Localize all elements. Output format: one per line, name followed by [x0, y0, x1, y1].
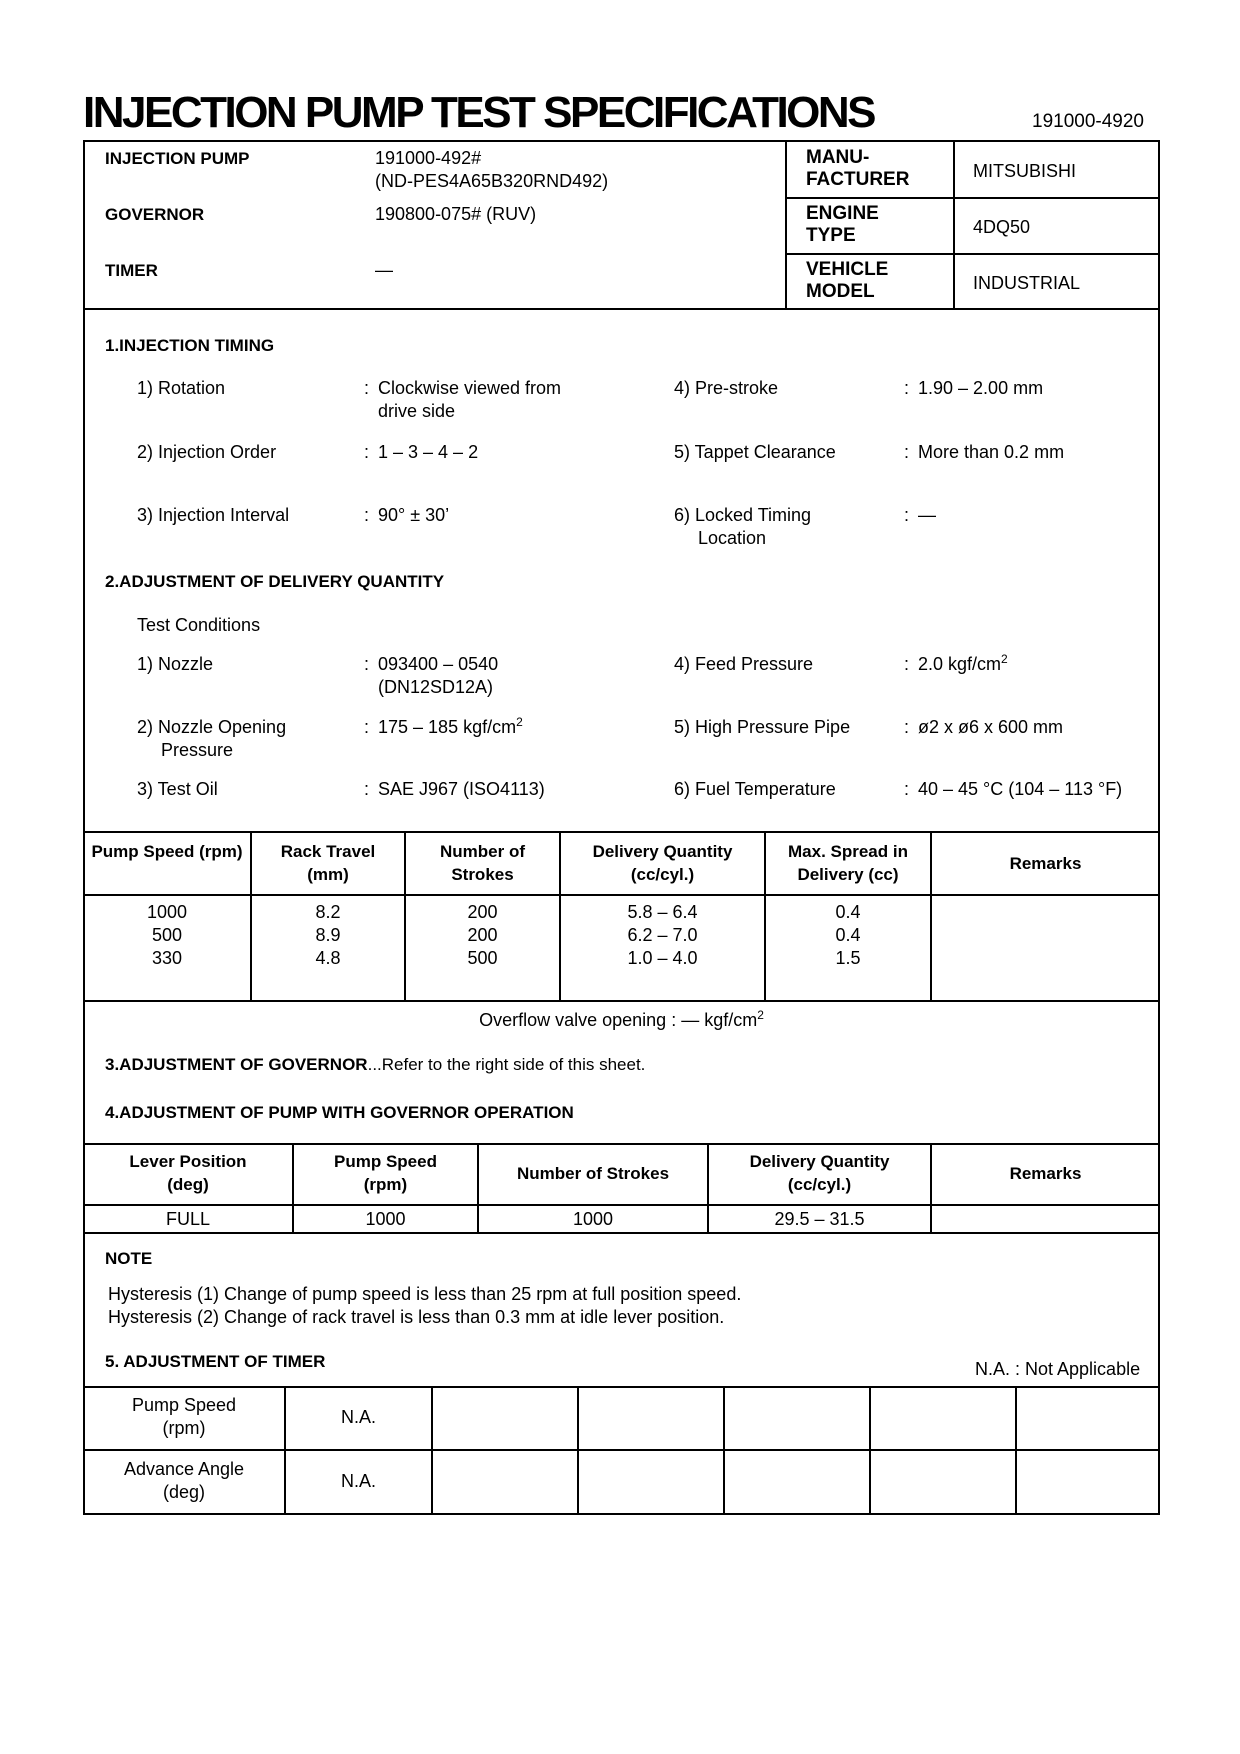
column-header: Number of Strokes — [516, 1164, 670, 1183]
table-cell: N.A. — [340, 1471, 376, 1491]
table-cell: 8.2 — [315, 902, 341, 922]
table-column-max-spread — [765, 901, 931, 970]
table-cell: 330 — [151, 948, 183, 968]
engine-type-value: 4DQ50 — [973, 217, 1031, 237]
section-heading: 5. ADJUSTMENT OF TIMER — [105, 1352, 326, 1371]
page-title: INJECTION PUMP TEST SPECIFICATIONS — [83, 88, 875, 137]
colon: : — [364, 442, 370, 462]
colon: : — [904, 442, 910, 462]
colon: : — [904, 779, 910, 799]
table-column-divider — [723, 1386, 725, 1515]
spec-label: 2) Nozzle Opening — [137, 717, 287, 737]
table-column-delivery-quantity — [560, 901, 765, 970]
spec-label: 1) Rotation — [137, 378, 226, 398]
table-row-divider — [83, 1449, 1160, 1451]
spec-label: 6) Locked Timing — [674, 505, 812, 525]
spec-value: ø2 x ø6 x 600 mm — [918, 717, 1064, 737]
colon: : — [904, 505, 910, 525]
column-header: Max. Spread in Delivery (cc) — [788, 842, 908, 884]
table-cell: 29.5 – 31.5 — [774, 1209, 865, 1229]
colon: : — [904, 378, 910, 398]
colon: : — [904, 654, 910, 674]
table-column-divider — [1015, 1386, 1017, 1515]
header-divider — [785, 197, 1160, 199]
spec-label: 5) Tappet Clearance — [674, 442, 836, 462]
column-header: Lever Position (deg) — [129, 1152, 247, 1194]
spec-label: 3) Test Oil — [137, 779, 218, 799]
row-label: Advance Angle (deg) — [123, 1459, 245, 1502]
table-cell: 1000 — [365, 1209, 406, 1229]
note-line: Hysteresis (1) Change of pump speed is less than 25 rpm at full position speed. — [108, 1284, 742, 1304]
table-column-pump-speed — [83, 901, 251, 970]
column-header: Number of Strokes — [440, 842, 525, 884]
colon: : — [364, 654, 370, 674]
section-heading: 2.ADJUSTMENT OF DELIVERY QUANTITY — [105, 572, 445, 591]
engine-type-label: TYPE — [806, 225, 856, 246]
spec-value: 2.0 kgf/$cm^2$ — [918, 652, 1008, 674]
table-header-divider — [83, 894, 1160, 896]
table-cell: 8.9 — [315, 925, 341, 945]
spec-label: 4) Pre-stroke — [674, 378, 779, 398]
section-heading-governor: 3.ADJUSTMENT OF GOVERNOR...Refer to the right side of this sheet. — [105, 1055, 646, 1074]
header-divider — [953, 140, 955, 310]
table-cell: 500 — [467, 948, 498, 968]
engine-type-label: ENGINE — [806, 203, 879, 224]
spec-value: 175 – 185 kgf/$cm^2$ — [378, 715, 523, 737]
vehicle-model-value: INDUSTRIAL — [973, 273, 1081, 293]
governor-label: GOVERNOR — [105, 205, 205, 224]
document-number: 191000-4920 — [1032, 111, 1144, 132]
table-cell: 5.8 – 6.4 — [627, 902, 698, 922]
table-cell: 6.2 – 7.0 — [627, 925, 698, 945]
vehicle-model-label: VEHICLE — [806, 259, 889, 280]
column-header: Delivery Quantity (cc/cyl.) — [592, 842, 733, 884]
column-header: Rack Travel (mm) — [280, 842, 376, 884]
spec-label: 3) Injection Interval — [137, 505, 290, 525]
spec-value: More than 0.2 mm — [918, 442, 1065, 462]
section-heading: 4.ADJUSTMENT OF PUMP WITH GOVERNOR OPERATION — [105, 1103, 574, 1122]
colon: : — [364, 378, 370, 398]
spec-label: 1) Nozzle — [137, 654, 214, 674]
spec-label: Pressure — [161, 740, 234, 760]
vehicle-model-label: MODEL — [806, 281, 875, 302]
column-header: Remarks — [1009, 854, 1082, 873]
column-header: Delivery Quantity (cc/cyl.) — [749, 1152, 890, 1194]
spec-value: 1 – 3 – 4 – 2 — [378, 442, 479, 462]
section-heading: 1.INJECTION TIMING — [105, 336, 275, 355]
table-column-divider — [869, 1386, 871, 1515]
spec-value: 093400 – 0540 — [378, 654, 499, 674]
table-cell: FULL — [165, 1209, 210, 1229]
column-header: Pump Speed (rpm) — [91, 842, 243, 861]
table-cell: 4.8 — [315, 948, 341, 968]
spec-value: 40 – 45 °C (104 – 113 °F) — [918, 779, 1123, 799]
table-cell: 1.5 — [835, 948, 861, 968]
colon: : — [364, 779, 370, 799]
spec-value: Clockwise viewed from — [378, 378, 562, 398]
table-cell: 500 — [151, 925, 183, 945]
header-divider — [785, 253, 1160, 255]
spec-label: 2) Injection Order — [137, 442, 277, 462]
table-cell: 0.4 — [835, 925, 861, 945]
na-legend: N.A. : Not Applicable — [975, 1359, 1141, 1379]
table-cell: 1000 — [146, 902, 188, 922]
spec-label: Location — [698, 528, 767, 548]
colon: : — [364, 505, 370, 525]
spec-label: 5) High Pressure Pipe — [674, 717, 851, 737]
table-cell: 1.0 – 4.0 — [627, 948, 698, 968]
spec-value: (DN12SD12A) — [378, 677, 494, 697]
table-column-rack-travel — [251, 901, 405, 970]
table-cell: 200 — [467, 925, 498, 945]
table-cell: 0.4 — [835, 902, 861, 922]
injection-pump-value: 191000-492# — [375, 148, 482, 168]
spec-value: drive side — [378, 401, 456, 421]
note-line: Hysteresis (2) Change of rack travel is less than 0.3 mm at idle lever position. — [108, 1307, 725, 1327]
manufacturer-label: FACTURER — [806, 169, 910, 190]
injection-pump-label: INJECTION PUMP — [105, 149, 250, 168]
timer-value: — — [375, 260, 393, 280]
colon: : — [364, 717, 370, 737]
test-conditions-label: Test Conditions — [137, 615, 261, 635]
injection-pump-model: (ND-PES4A65B320RND492) — [375, 171, 609, 191]
table-cell: 1000 — [572, 1209, 614, 1229]
column-header: Remarks — [1009, 1164, 1082, 1183]
spec-value: 90° ± 30’ — [378, 505, 450, 525]
table-cell: 200 — [467, 902, 498, 922]
spec-value: 1.90 – 2.00 mm — [918, 378, 1044, 398]
governor-value: 190800-075# (RUV) — [375, 204, 537, 224]
spec-label: 4) Feed Pressure — [674, 654, 814, 674]
spec-label: 6) Fuel Temperature — [674, 779, 836, 799]
overflow-valve-opening: Overflow valve opening : — kgf/$cm^2$ — [479, 1008, 764, 1030]
table-header-divider — [83, 1204, 1160, 1206]
header-divider — [785, 140, 787, 310]
table-cell: N.A. — [340, 1407, 376, 1427]
spec-value: SAE J967 (ISO4113) — [378, 779, 545, 799]
table-column-strokes — [405, 901, 560, 970]
manufacturer-value: MITSUBISHI — [973, 161, 1077, 181]
row-label: Pump Speed (rpm) — [131, 1395, 237, 1438]
manufacturer-label: MANU- — [806, 147, 870, 168]
colon: : — [904, 717, 910, 737]
table-column-divider — [577, 1386, 579, 1515]
timer-label: TIMER — [105, 261, 158, 280]
note-heading: NOTE — [105, 1249, 153, 1268]
column-header: Pump Speed (rpm) — [334, 1152, 437, 1194]
spec-value: — — [918, 505, 936, 525]
